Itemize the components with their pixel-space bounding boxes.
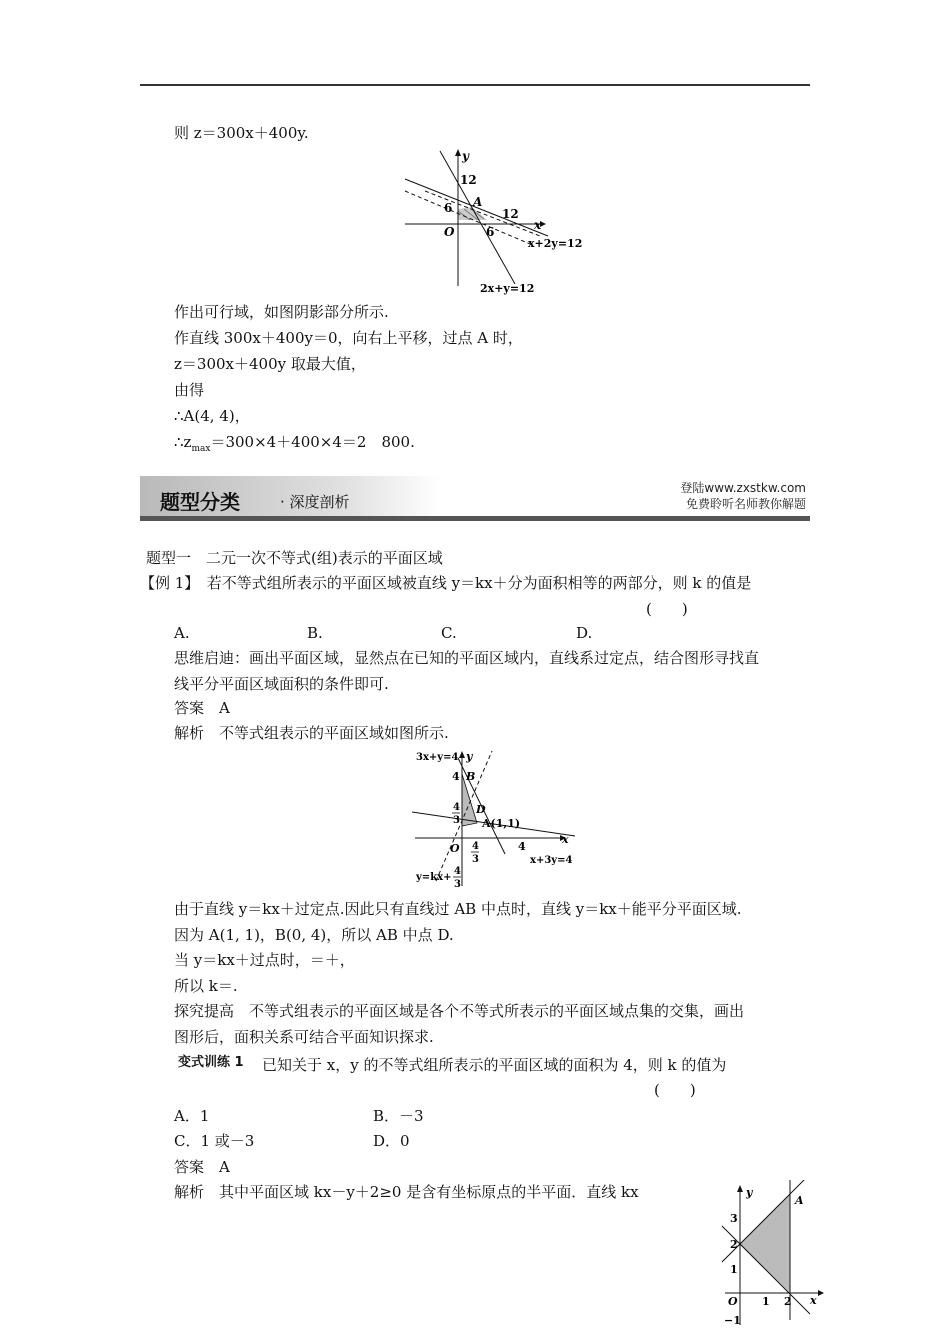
fig2-x-label: x — [562, 833, 569, 846]
fig3-tick-1: 1 — [730, 1263, 738, 1276]
fig3-x-label: x — [810, 1294, 817, 1307]
banner-subtitle: · 深度剖析 — [280, 493, 350, 511]
banner-site-info — [680, 480, 806, 512]
fig2-eq-3xy4: 3x+y=4 — [416, 752, 459, 763]
fig3-tick-2: 2 — [730, 1238, 738, 1251]
option-c: C. — [441, 624, 457, 642]
fig3-y-label: y — [746, 1186, 753, 1199]
feasible-region-figure-3 — [720, 1180, 835, 1330]
fig2-origin: O — [450, 842, 460, 855]
variant-option-b: B．－3 — [373, 1107, 424, 1125]
objective-line: 则 z＝300x＋400y. — [174, 124, 309, 142]
variant-1-analysis: 解析 其中平面区域 kx－y＋2≥0 是含有坐标原点的半平面．直线 kx — [174, 1183, 639, 1201]
header-rule — [140, 84, 810, 86]
example-1-paren: ( ) — [646, 600, 688, 618]
variant-option-d: D．0 — [373, 1132, 410, 1150]
fig1-tick-12x: 12 — [502, 207, 519, 221]
variant-1-answer: 答案 A — [174, 1158, 230, 1176]
fig2-y-label: y — [466, 750, 473, 763]
hint-line-2: 线平分平面区域面积的条件即可. — [174, 675, 389, 693]
fig1-x-label: x — [534, 218, 542, 232]
fig1-tick-12y: 12 — [460, 173, 477, 187]
fig2-tick-4y: 4 — [452, 770, 460, 783]
fig2-bfrac-den: 3 — [454, 879, 461, 890]
fig2-xfrac-den: 3 — [472, 854, 479, 865]
banner-site-slogan: 免费聆听名师教你解题 — [685, 497, 806, 511]
fig2-frac-num: 4 — [453, 802, 460, 813]
fig1-dashed-line-b — [425, 191, 540, 236]
fig3-tick-3: 3 — [730, 1212, 738, 1225]
fig2-eq-ykx: y=kx+ — [416, 872, 452, 883]
text-feasible: 作出可行域，如图阴影部分所示. — [174, 303, 389, 321]
solution-line-3: 当 y＝kx＋过点时，＝＋， — [174, 951, 355, 969]
text-from: 由得 — [174, 381, 205, 399]
solution-line-4: 所以 k＝. — [174, 977, 238, 995]
solution-line-1: 由于直线 y＝kx＋过定点.因此只有直线过 AB 中点时，直线 y＝kx＋能平分平面区域. — [174, 900, 742, 918]
variant-1-paren: ( ) — [654, 1081, 696, 1099]
fig3-shaded-region — [740, 1194, 790, 1293]
solution-line-2: 因为 A(1, 1)，B(0, 4)，所以 AB 中点 D. — [174, 926, 454, 944]
text-max: z＝300x＋400y 取最大值， — [174, 355, 366, 373]
feasible-region-figure-2 — [410, 746, 590, 891]
fig3-tick-minus1: −1 — [724, 1314, 741, 1327]
text-zmax — [174, 432, 415, 459]
variant-1-stem: 已知关于 x，y 的不等式组所表示的平面区域的面积为 4，则 k 的值为 — [262, 1056, 727, 1074]
fig1-eq-2xy12: 2x+y=12 — [480, 282, 535, 295]
text-draw-line: 作直线 300x＋400y＝0，向右上平移，过点 A 时， — [174, 329, 523, 347]
fig1-tick-6y: 6 — [444, 201, 453, 215]
section-banner — [140, 476, 810, 522]
fig3-tick-x1: 1 — [762, 1295, 770, 1308]
explore-line-2: 图形后，面积关系可结合平面知识探求. — [174, 1028, 434, 1046]
hint-line-1: 思维启迪：画出平面区域，显然点在已知的平面区域内，直线系过定点，结合图形寻找直 — [174, 649, 760, 667]
fig2-point-a: A(1,1) — [482, 817, 521, 830]
fig1-origin: O — [444, 225, 455, 239]
banner-site-url: 登陆www.zxstkw.com — [680, 481, 806, 495]
fig3-point-a: A — [795, 1194, 804, 1207]
banner-bar — [140, 516, 810, 521]
zmax-prefix: ∴z — [174, 433, 192, 451]
fig2-tick-4x: 4 — [518, 840, 526, 853]
fig1-tick-6x: 6 — [486, 225, 495, 239]
fig1-eq-x2y12: x+2y=12 — [528, 237, 583, 250]
type-one-heading: 题型一 二元一次不等式(组)表示的平面区域 — [146, 549, 443, 567]
feasible-region-figure-1 — [400, 146, 590, 296]
variant-tag: 变式训练 1 — [178, 1055, 244, 1070]
fig2-point-b: B — [466, 770, 476, 783]
zmax-sub: max — [191, 444, 211, 454]
text-point-a: ∴A(4, 4)， — [174, 407, 250, 425]
option-b: B. — [307, 624, 323, 642]
fig2-eq-x3y4: x+3y=4 — [530, 855, 573, 866]
option-d: D. — [576, 624, 593, 642]
fig2-point-d: D — [476, 803, 486, 816]
fig1-point-a: A — [473, 195, 483, 209]
banner-title: 题型分类 — [160, 490, 240, 514]
example-1-analysis: 解析 不等式组表示的平面区域如图所示. — [174, 724, 449, 742]
explore-line-1: 探究提高 不等式组表示的平面区域是各个不等式所表示的平面区域点集的交集，画出 — [174, 1002, 745, 1020]
fig2-frac-den: 3 — [453, 815, 460, 826]
fig3-origin: O — [728, 1295, 738, 1308]
fig2-xfrac-num: 4 — [472, 841, 479, 852]
example-1-answer: 答案 A — [174, 699, 230, 717]
zmax-value: ＝300×4＋400×4＝2 800. — [210, 433, 415, 451]
option-a: A. — [174, 624, 190, 642]
fig1-y-label: y — [462, 149, 469, 163]
fig3-tick-x2: 2 — [784, 1295, 792, 1308]
example-1-stem: 【例 1】 若不等式组所表示的平面区域被直线 y＝kx＋分为面积相等的两部分，则 k 的值是 — [140, 574, 752, 592]
fig2-bfrac-num: 4 — [454, 866, 461, 877]
variant-option-c: C．1 或－3 — [174, 1132, 255, 1150]
variant-option-a: A．1 — [174, 1107, 210, 1125]
